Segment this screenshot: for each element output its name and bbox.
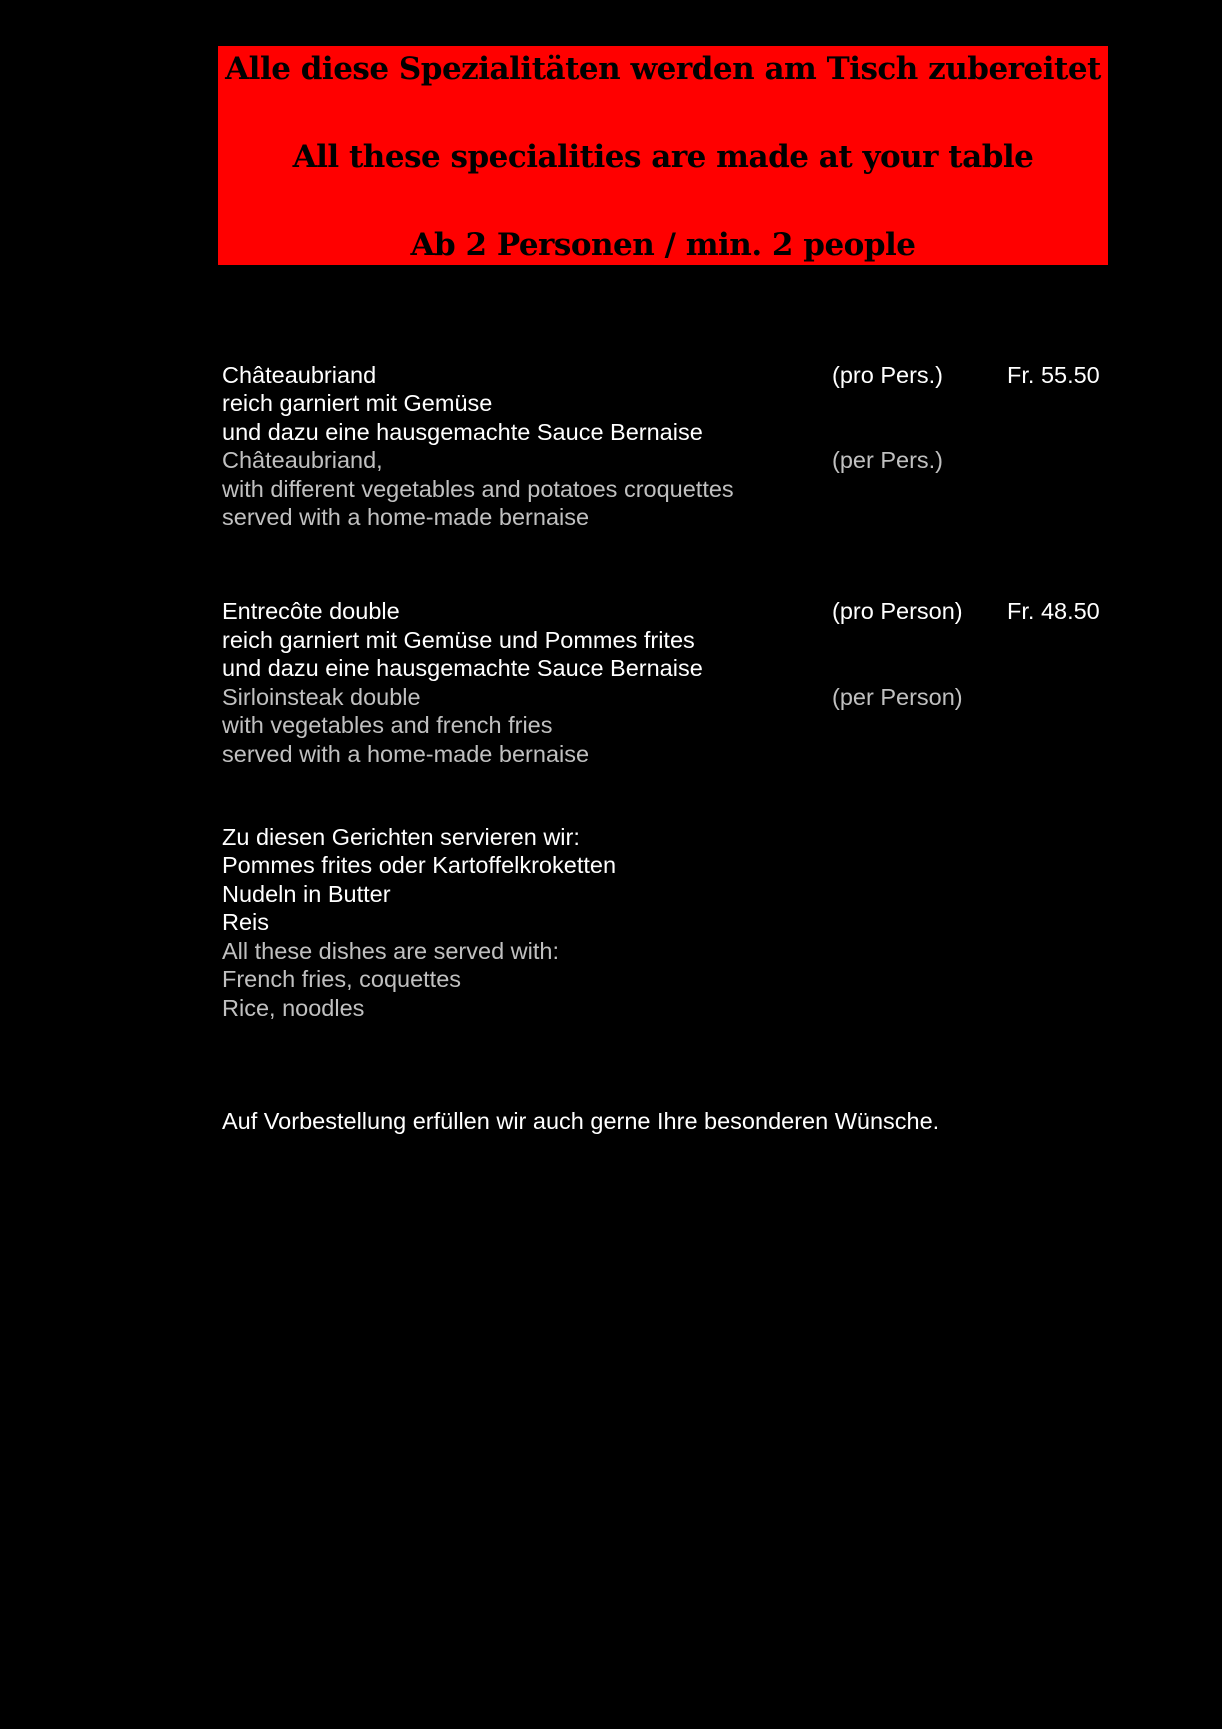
item-desc-de: und dazu eine hausgemachte Sauce Bernaise xyxy=(222,419,703,445)
sides-line-de: Reis xyxy=(222,909,270,935)
banner-title-de: Alle diese Spezialitäten werden am Tisch zubereitet xyxy=(225,51,1101,87)
item-price: Fr. 55.50 xyxy=(1007,362,1100,388)
banner-min-people: Ab 2 Personen / min. 2 people xyxy=(410,227,916,263)
specialities-banner xyxy=(218,46,1108,265)
sides-line-en: French fries, coquettes xyxy=(222,966,462,992)
item-desc-de: reich garniert mit Gemüse und Pommes frites xyxy=(222,627,695,653)
item-name-en: Sirloinsteak double xyxy=(222,684,421,710)
item-unit-en: (per Pers.) xyxy=(832,447,943,473)
sides-heading-en: All these dishes are served with: xyxy=(222,938,559,964)
item-desc-en: with vegetables and french fries xyxy=(222,712,553,738)
sides-line-de: Nudeln in Butter xyxy=(222,881,391,907)
item-desc-en: with different vegetables and potatoes croquettes xyxy=(222,476,734,502)
item-desc-de: reich garniert mit Gemüse xyxy=(222,390,493,416)
sides-line-de: Pommes frites oder Kartoffelkroketten xyxy=(222,852,617,878)
item-desc-en: served with a home-made bernaise xyxy=(222,741,590,767)
item-name-en: Châteaubriand, xyxy=(222,447,383,473)
item-desc-en: served with a home-made bernaise xyxy=(222,504,590,530)
item-desc-de: und dazu eine hausgemachte Sauce Bernaise xyxy=(222,655,703,681)
item-unit-de: (pro Pers.) xyxy=(832,362,943,388)
item-unit-en: (per Person) xyxy=(832,684,963,710)
item-price: Fr. 48.50 xyxy=(1007,598,1100,624)
item-unit-de: (pro Person) xyxy=(832,598,963,624)
sides-line-en: Rice, noodles xyxy=(222,995,365,1021)
sides-heading-de: Zu diesen Gerichten servieren wir: xyxy=(222,824,580,850)
banner-title-en: All these specialities are made at your table xyxy=(292,139,1034,175)
footer-note: Auf Vorbestellung erfüllen wir auch gerne Ihre besonderen Wünsche. xyxy=(222,1108,940,1134)
item-name-de: Châteaubriand xyxy=(222,362,377,388)
item-name-de: Entrecôte double xyxy=(222,598,400,624)
